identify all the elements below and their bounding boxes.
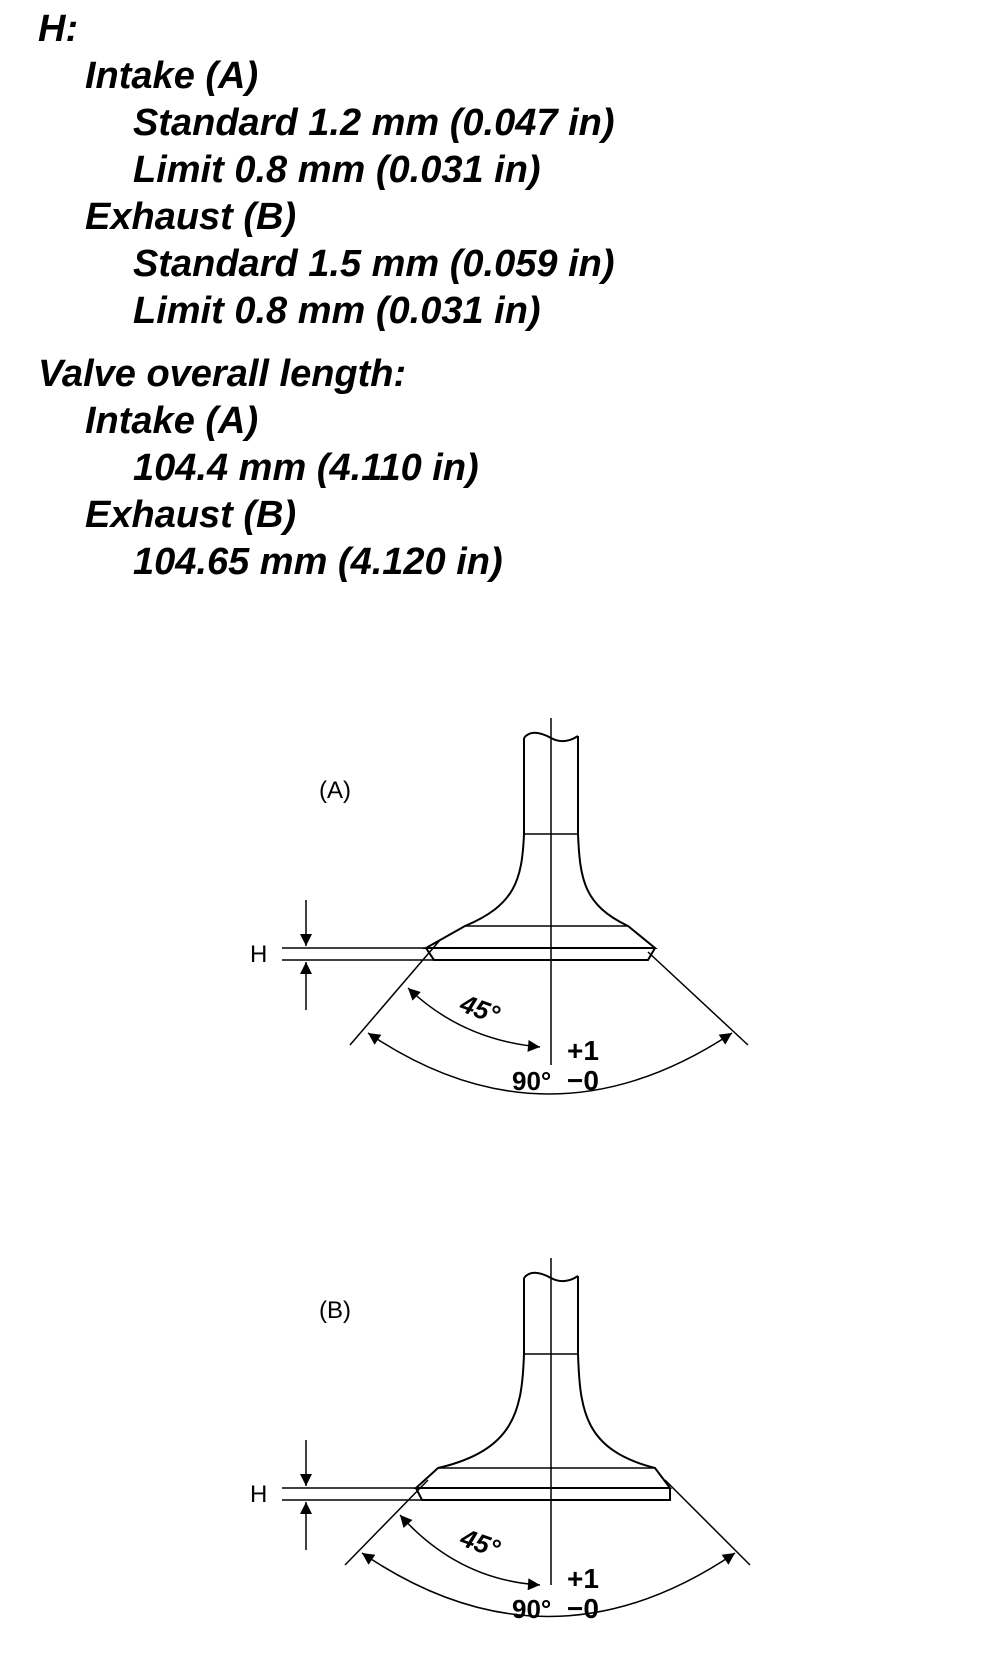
length-intake-label: Intake (A) (85, 400, 259, 442)
h-exhaust-label: Exhaust (B) (85, 196, 297, 238)
valve-b-margin (416, 1488, 670, 1500)
valve-b-45-label: 45° (456, 1522, 504, 1564)
length-intake-value: 104.4 mm (4.110 in) (133, 447, 479, 489)
h-intake-standard: Standard 1.2 mm (0.047 in) (133, 102, 615, 144)
valve-b-tol-minus: −0 (567, 1593, 599, 1624)
valve-b-face-ext-right (665, 1480, 750, 1565)
h-exhaust-standard: Standard 1.5 mm (0.059 in) (133, 243, 615, 285)
h-margin-title: H: (38, 8, 79, 50)
valve-a-45-label: 45° (456, 988, 504, 1030)
valve-b-tol-plus: +1 (567, 1563, 599, 1594)
h-intake-label: Intake (A) (85, 55, 259, 97)
h-exhaust-limit: Limit 0.8 mm (0.031 in) (133, 290, 541, 332)
valve-a-head-profile (426, 834, 655, 948)
length-exhaust-value: 104.65 mm (4.120 in) (133, 541, 503, 583)
intake-valve-diagram (250, 718, 748, 1096)
valve-a-tol-plus: +1 (567, 1035, 599, 1066)
exhaust-valve-diagram (250, 1258, 750, 1624)
valve-length-title: Valve overall length: (38, 353, 407, 395)
valve-b-h-label: H (250, 1481, 268, 1508)
valve-a-face-ext-right (648, 952, 748, 1045)
valve-a-90-label: 90° (512, 1066, 552, 1096)
valve-a-tol-minus: −0 (567, 1065, 599, 1096)
length-exhaust-label: Exhaust (B) (85, 494, 297, 536)
valve-a-face-ext-left (350, 940, 440, 1045)
valve-b-tag: (B) (319, 1297, 351, 1324)
valve-a-margin (426, 948, 655, 960)
valve-b-90-label: 90° (512, 1594, 552, 1624)
valve-b-face-ext-left (345, 1480, 428, 1565)
h-intake-limit: Limit 0.8 mm (0.031 in) (133, 149, 541, 191)
valve-a-h-label: H (250, 941, 268, 968)
valve-a-tag: (A) (319, 777, 351, 804)
